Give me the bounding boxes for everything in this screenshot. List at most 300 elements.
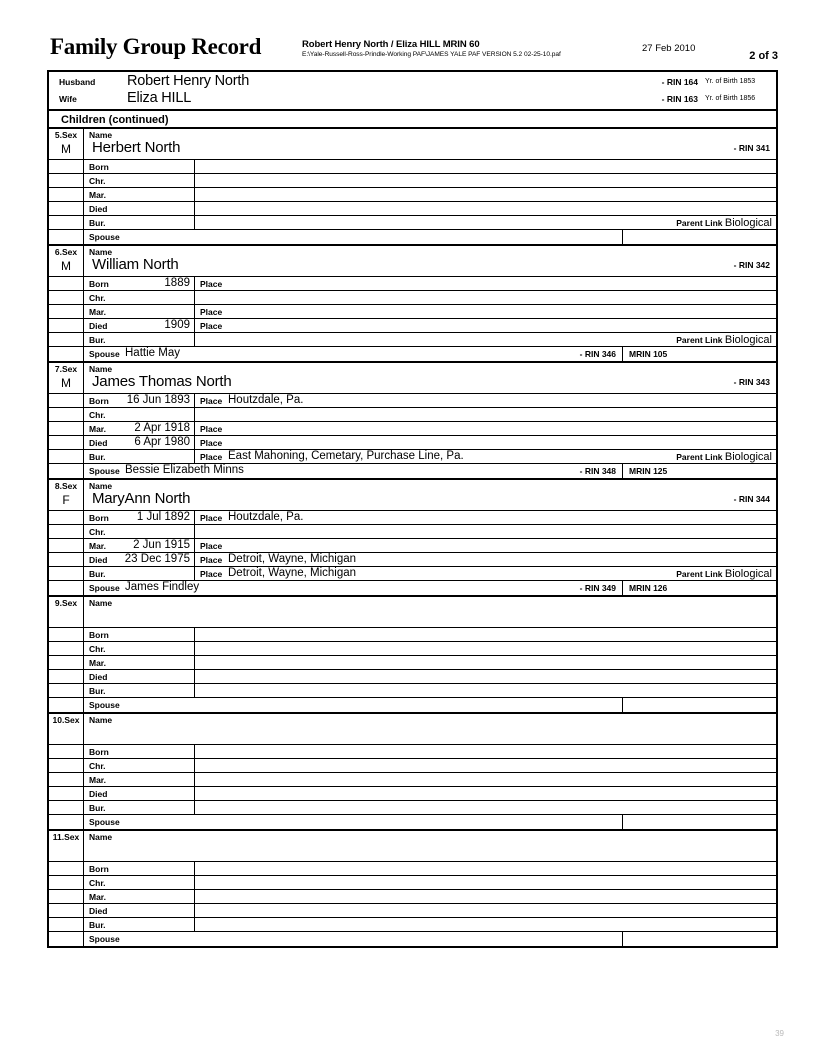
- child-event-row-bur: [49, 333, 776, 347]
- child-event-row-bur: [49, 801, 776, 815]
- row-gutter: [49, 291, 84, 304]
- row-gutter: [49, 567, 84, 580]
- row-gutter: [49, 464, 84, 478]
- event-label-mar: Mar.: [89, 424, 107, 434]
- document-masthead: [47, 36, 778, 68]
- event-label-mar: Mar.: [89, 541, 107, 551]
- spouse-cell: [84, 464, 623, 478]
- record-frame: [47, 70, 778, 948]
- child-sex-cell: [49, 246, 84, 276]
- child-name-label: Name: [89, 715, 113, 725]
- child-name-row: [49, 246, 776, 277]
- row-gutter: [49, 230, 84, 244]
- event-label-born: Born: [89, 162, 109, 172]
- place-label: Place: [200, 569, 223, 579]
- spouse-mrin-cell: [623, 698, 776, 712]
- child-event-row-chr: [49, 174, 776, 188]
- child-block: [49, 129, 776, 246]
- child-sex-cell: [49, 129, 84, 159]
- child-event-row-mar: [49, 422, 776, 436]
- event-label-bur: Bur.: [89, 920, 106, 930]
- child-name-row: [49, 363, 776, 394]
- event-date-born: 1 Jul 1892: [136, 511, 190, 523]
- wife-row: [49, 91, 776, 108]
- event-place-mar: [194, 773, 776, 786]
- place-label: Place: [200, 424, 223, 434]
- event-label-chr: Chr.: [89, 761, 106, 771]
- place-label: Place: [200, 513, 223, 523]
- row-gutter: [49, 759, 84, 772]
- event-place-born: [194, 862, 776, 875]
- child-event-row-bur: [49, 684, 776, 698]
- row-gutter: [49, 628, 84, 641]
- event-place-chr: [194, 525, 776, 538]
- event-label-bur: Bur.: [89, 803, 106, 813]
- child-name-cell: [84, 480, 776, 510]
- event-date-mar: [124, 656, 194, 669]
- event-place-died: [194, 319, 776, 332]
- event-date-died: 23 Dec 1975: [124, 553, 190, 565]
- event-date-born: [124, 745, 194, 758]
- row-gutter: [49, 333, 84, 346]
- child-event-row-mar: [49, 305, 776, 319]
- place-value: Detroit, Wayne, Michigan: [228, 567, 357, 579]
- spouse-mrin: MRIN 105: [629, 349, 668, 359]
- child-sex-value: M: [61, 142, 71, 156]
- row-gutter: [49, 890, 84, 903]
- record-identification: [302, 39, 632, 58]
- event-place-died: [194, 553, 776, 566]
- event-date-chr: [124, 876, 194, 889]
- event-label-died: Died: [89, 906, 108, 916]
- event-place-bur: [194, 567, 776, 580]
- event-date-mar: [124, 188, 194, 201]
- parent-link-label: Parent Link: [676, 569, 723, 579]
- event-date-died: 6 Apr 1980: [134, 436, 190, 448]
- child-spouse-row: [49, 347, 776, 361]
- event-date-chr: [124, 291, 194, 304]
- event-date-chr: [124, 408, 194, 421]
- husband-row: [49, 74, 776, 91]
- row-gutter: [49, 684, 84, 697]
- event-date-bur: [124, 450, 194, 463]
- parent-link: [676, 568, 772, 580]
- child-event-row-chr: [49, 408, 776, 422]
- row-gutter: [49, 305, 84, 318]
- child-name-cell: [84, 831, 776, 861]
- row-gutter: [49, 932, 84, 946]
- row-gutter: [49, 436, 84, 449]
- event-date-mar: [124, 773, 194, 786]
- event-place-born: [194, 745, 776, 758]
- children-list: [49, 129, 776, 948]
- row-gutter: [49, 539, 84, 552]
- row-gutter: [49, 347, 84, 361]
- child-name-value: MaryAnn North: [92, 490, 191, 507]
- event-place-bur: [194, 333, 776, 346]
- spouse-name: Bessie Elizabeth Minns: [125, 464, 244, 476]
- event-label-born: Born: [89, 513, 109, 523]
- child-event-row-born: [49, 745, 776, 759]
- event-label-chr: Chr.: [89, 293, 106, 303]
- child-event-row-born: [49, 277, 776, 291]
- child-spouse-row: [49, 698, 776, 712]
- event-label-died: Died: [89, 555, 108, 565]
- children-section-header: [49, 111, 776, 129]
- child-event-row-died: [49, 436, 776, 450]
- parent-link-value: Biological: [724, 217, 772, 229]
- place-label: Place: [200, 321, 223, 331]
- row-gutter: [49, 319, 84, 332]
- event-place-died: [194, 787, 776, 800]
- place-label: Place: [200, 396, 223, 406]
- child-event-row-chr: [49, 525, 776, 539]
- spouse-cell: [84, 698, 623, 712]
- child-block: [49, 831, 776, 948]
- spouse-label: Spouse: [89, 934, 120, 944]
- child-event-row-bur: [49, 216, 776, 230]
- place-value: Houtzdale, Pa.: [228, 394, 304, 406]
- child-name-row: [49, 714, 776, 745]
- event-label-died: Died: [89, 204, 108, 214]
- place-value: East Mahoning, Cemetary, Purchase Line, Pa.: [228, 450, 464, 462]
- event-place-chr: [194, 876, 776, 889]
- event-date-died: [124, 787, 194, 800]
- place-label: Place: [200, 541, 223, 551]
- event-label-chr: Chr.: [89, 644, 106, 654]
- event-date-died: [124, 670, 194, 683]
- row-gutter: [49, 876, 84, 889]
- child-name-label: Name: [89, 598, 113, 608]
- child-event-row-mar: [49, 656, 776, 670]
- child-name-label: Name: [89, 130, 113, 140]
- row-gutter: [49, 450, 84, 463]
- event-label-chr: Chr.: [89, 527, 106, 537]
- parent-link: [676, 217, 772, 229]
- spouse-rin: - RIN 348: [579, 466, 616, 476]
- event-label-chr: Chr.: [89, 878, 106, 888]
- child-event-row-chr: [49, 759, 776, 773]
- child-sequence-label: 10.Sex: [52, 715, 80, 725]
- event-place-died: [194, 436, 776, 449]
- child-sex-value: M: [61, 376, 71, 390]
- child-name-row: [49, 480, 776, 511]
- row-gutter: [49, 773, 84, 786]
- row-gutter: [49, 525, 84, 538]
- event-place-chr: [194, 642, 776, 655]
- child-spouse-row: [49, 581, 776, 595]
- child-event-row-born: [49, 862, 776, 876]
- row-gutter: [49, 745, 84, 758]
- child-block: [49, 246, 776, 363]
- event-label-died: Died: [89, 438, 108, 448]
- event-place-born: [194, 160, 776, 173]
- child-sex-value: F: [62, 493, 70, 507]
- event-place-died: [194, 202, 776, 215]
- place-label: Place: [200, 452, 223, 462]
- spouse-label: Spouse: [89, 349, 120, 359]
- event-place-bur: [194, 684, 776, 697]
- child-name-label: Name: [89, 481, 113, 491]
- print-date: 27 Feb 2010: [642, 43, 696, 54]
- child-sequence-label: 11.Sex: [52, 832, 80, 842]
- child-event-row-bur: [49, 918, 776, 932]
- event-label-chr: Chr.: [89, 176, 106, 186]
- event-date-bur: [124, 567, 194, 580]
- spouse-cell: [84, 815, 623, 829]
- child-sequence-label: 7.Sex: [54, 364, 78, 374]
- spouse-label: Spouse: [89, 817, 120, 827]
- row-gutter: [49, 174, 84, 187]
- event-date-born: [124, 862, 194, 875]
- spouse-mrin-cell: [623, 815, 776, 829]
- footer-page-number: 39: [775, 1029, 784, 1038]
- event-label-died: Died: [89, 789, 108, 799]
- row-gutter: [49, 670, 84, 683]
- row-gutter: [49, 202, 84, 215]
- child-event-row-born: [49, 394, 776, 408]
- child-sex-cell: [49, 714, 84, 744]
- event-place-mar: [194, 656, 776, 669]
- event-label-mar: Mar.: [89, 190, 107, 200]
- child-event-row-chr: [49, 291, 776, 305]
- row-gutter: [49, 160, 84, 173]
- row-gutter: [49, 394, 84, 407]
- spouse-mrin-cell: [623, 230, 776, 244]
- row-gutter: [49, 511, 84, 524]
- parent-link-label: Parent Link: [676, 452, 723, 462]
- row-gutter: [49, 581, 84, 595]
- parent-link-value: Biological: [724, 451, 772, 463]
- child-name-label: Name: [89, 247, 113, 257]
- spouse-mrin-cell: [623, 464, 776, 478]
- page-indicator: 2 of 3: [749, 50, 778, 62]
- row-gutter: [49, 188, 84, 201]
- place-label: Place: [200, 555, 223, 565]
- row-gutter: [49, 422, 84, 435]
- wife-year-of-birth: Yr. of Birth 1856: [705, 95, 756, 102]
- child-block: [49, 363, 776, 480]
- child-event-row-born: [49, 511, 776, 525]
- child-sequence-label: 8.Sex: [54, 481, 78, 491]
- husband-rin: - RIN 164: [661, 77, 698, 87]
- child-spouse-row: [49, 815, 776, 829]
- child-spouse-row: [49, 464, 776, 478]
- event-place-bur: [194, 918, 776, 931]
- child-name-value: James Thomas North: [92, 373, 232, 390]
- row-gutter: [49, 642, 84, 655]
- event-label-bur: Bur.: [89, 335, 106, 345]
- wife-rin: - RIN 163: [661, 94, 698, 104]
- event-date-mar: [124, 890, 194, 903]
- spouse-rin: - RIN 349: [579, 583, 616, 593]
- event-date-mar: 2 Jun 1915: [133, 539, 190, 551]
- event-place-born: [194, 277, 776, 290]
- event-label-died: Died: [89, 672, 108, 682]
- event-date-bur: [124, 216, 194, 229]
- child-event-row-bur: [49, 567, 776, 581]
- child-sex-cell: [49, 597, 84, 627]
- event-place-mar: [194, 890, 776, 903]
- child-name-value: William North: [92, 256, 179, 273]
- event-date-chr: [124, 525, 194, 538]
- spouse-mrin: MRIN 125: [629, 466, 668, 476]
- event-label-born: Born: [89, 630, 109, 640]
- parent-link-value: Biological: [724, 334, 772, 346]
- event-date-born: 1889: [164, 277, 190, 289]
- spouse-mrin: MRIN 126: [629, 583, 668, 593]
- row-gutter: [49, 787, 84, 800]
- event-date-born: [124, 160, 194, 173]
- spouse-mrin-cell: [623, 932, 776, 946]
- child-block: [49, 597, 776, 714]
- parent-link: [676, 451, 772, 463]
- child-name-cell: [84, 246, 776, 276]
- event-place-died: [194, 904, 776, 917]
- children-section-title: Children (continued): [61, 114, 169, 126]
- child-rin: - RIN 342: [733, 260, 770, 270]
- event-label-born: Born: [89, 279, 109, 289]
- child-sex-value: M: [61, 259, 71, 273]
- event-date-bur: [124, 801, 194, 814]
- parent-link-label: Parent Link: [676, 218, 723, 228]
- event-place-mar: [194, 188, 776, 201]
- spouse-name: James Findley: [125, 581, 200, 593]
- event-date-chr: [124, 642, 194, 655]
- event-date-died: [124, 202, 194, 215]
- child-sequence-label: 5.Sex: [54, 130, 78, 140]
- child-event-row-chr: [49, 876, 776, 890]
- event-date-bur: [124, 684, 194, 697]
- child-name-cell: [84, 597, 776, 627]
- wife-label: Wife: [59, 94, 77, 104]
- event-label-mar: Mar.: [89, 775, 107, 785]
- child-event-row-chr: [49, 642, 776, 656]
- event-date-chr: [124, 174, 194, 187]
- child-sex-cell: [49, 831, 84, 861]
- husband-year-of-birth: Yr. of Birth 1853: [705, 78, 756, 85]
- event-date-chr: [124, 759, 194, 772]
- husband-name: Robert Henry North: [127, 73, 250, 89]
- child-spouse-row: [49, 230, 776, 244]
- parent-link-label: Parent Link: [676, 335, 723, 345]
- event-label-bur: Bur.: [89, 686, 106, 696]
- event-label-born: Born: [89, 396, 109, 406]
- child-rin: - RIN 344: [733, 494, 770, 504]
- place-label: Place: [200, 307, 223, 317]
- row-gutter: [49, 408, 84, 421]
- child-rin: - RIN 341: [733, 143, 770, 153]
- child-event-row-born: [49, 628, 776, 642]
- event-label-mar: Mar.: [89, 307, 107, 317]
- place-value: Houtzdale, Pa.: [228, 511, 304, 523]
- spouse-cell: [84, 230, 623, 244]
- husband-label: Husband: [59, 77, 96, 87]
- child-event-row-mar: [49, 773, 776, 787]
- event-place-born: [194, 394, 776, 407]
- child-block: [49, 714, 776, 831]
- event-label-bur: Bur.: [89, 569, 106, 579]
- place-label: Place: [200, 279, 223, 289]
- row-gutter: [49, 801, 84, 814]
- child-event-row-born: [49, 160, 776, 174]
- event-date-bur: [124, 918, 194, 931]
- spouse-cell: [84, 347, 623, 361]
- child-sex-cell: [49, 480, 84, 510]
- child-event-row-died: [49, 319, 776, 333]
- event-label-born: Born: [89, 747, 109, 757]
- child-name-row: [49, 831, 776, 862]
- row-gutter: [49, 656, 84, 669]
- spouse-cell: [84, 581, 623, 595]
- child-name-cell: [84, 714, 776, 744]
- child-name-row: [49, 597, 776, 628]
- parent-link-value: Biological: [724, 568, 772, 580]
- couple-block: [49, 72, 776, 111]
- spouse-label: Spouse: [89, 232, 120, 242]
- row-gutter: [49, 862, 84, 875]
- child-block: [49, 480, 776, 597]
- event-label-bur: Bur.: [89, 218, 106, 228]
- event-label-mar: Mar.: [89, 658, 107, 668]
- event-label-bur: Bur.: [89, 452, 106, 462]
- event-label-chr: Chr.: [89, 410, 106, 420]
- row-gutter: [49, 277, 84, 290]
- event-label-born: Born: [89, 864, 109, 874]
- child-event-row-mar: [49, 539, 776, 553]
- place-label: Place: [200, 438, 223, 448]
- child-event-row-mar: [49, 890, 776, 904]
- child-name-cell: [84, 363, 776, 393]
- child-spouse-row: [49, 932, 776, 946]
- event-date-born: 16 Jun 1893: [126, 394, 190, 406]
- child-sequence-label: 6.Sex: [54, 247, 78, 257]
- event-place-born: [194, 628, 776, 641]
- row-gutter: [49, 216, 84, 229]
- child-name-label: Name: [89, 832, 113, 842]
- row-gutter: [49, 553, 84, 566]
- event-place-mar: [194, 305, 776, 318]
- event-place-died: [194, 670, 776, 683]
- spouse-cell: [84, 932, 623, 946]
- child-name-value: Herbert North: [92, 139, 181, 156]
- spouse-label: Spouse: [89, 583, 120, 593]
- wife-name: Eliza HILL: [127, 90, 192, 106]
- event-place-bur: [194, 216, 776, 229]
- spouse-mrin-cell: [623, 581, 776, 595]
- event-label-mar: Mar.: [89, 892, 107, 902]
- spouse-rin: - RIN 346: [579, 349, 616, 359]
- source-file-path: E:\Yale-Russell-Ross-Prindle-Working PAF\JAMES YALE PAF VERSION 5.2 02-25-10.paf: [302, 51, 561, 58]
- child-rin: - RIN 343: [733, 377, 770, 387]
- event-place-chr: [194, 759, 776, 772]
- event-date-died: [124, 904, 194, 917]
- child-event-row-died: [49, 904, 776, 918]
- spouse-mrin-cell: [623, 347, 776, 361]
- event-place-bur: [194, 801, 776, 814]
- spouse-label: Spouse: [89, 700, 120, 710]
- row-gutter: [49, 698, 84, 712]
- event-place-mar: [194, 539, 776, 552]
- event-place-born: [194, 511, 776, 524]
- event-place-mar: [194, 422, 776, 435]
- child-event-row-mar: [49, 188, 776, 202]
- child-sex-cell: [49, 363, 84, 393]
- spouse-name: Hattie May: [125, 347, 180, 359]
- child-name-label: Name: [89, 364, 113, 374]
- event-date-bur: [124, 333, 194, 346]
- child-name-row: [49, 129, 776, 160]
